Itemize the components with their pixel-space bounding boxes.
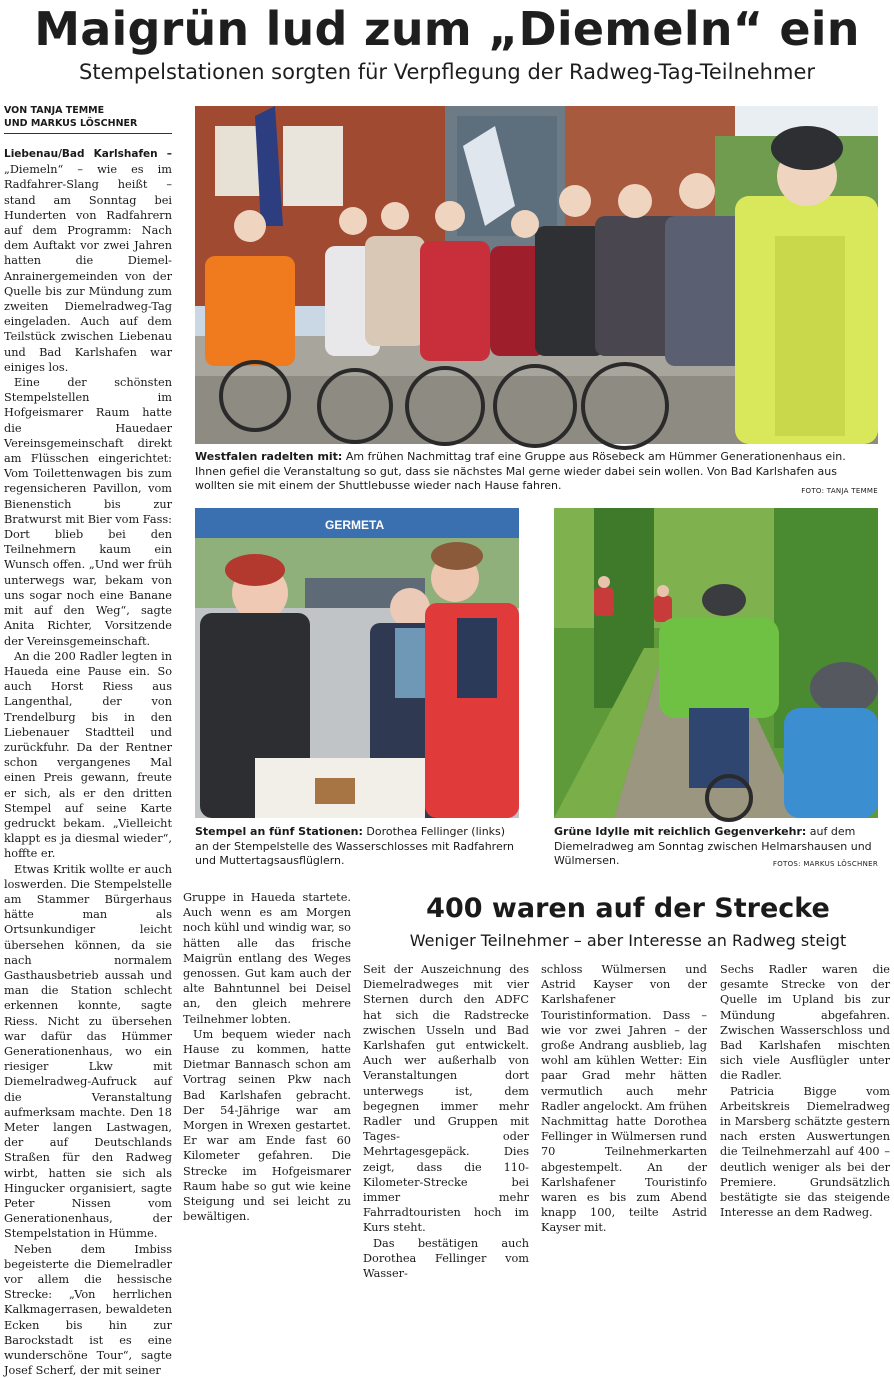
sidebar-headline: 400 waren auf der Strecke	[426, 893, 830, 924]
photo-cyclist-group-image	[195, 106, 878, 444]
photo-green-path-image	[554, 508, 878, 818]
article-column-2	[183, 890, 351, 1224]
banner-text: GERMETA	[325, 518, 385, 532]
sidebar-paragraph: Seit der Auszeichnung des Diemelradweges mit vier Sternen durch den ADFC hat sich die Radstrecke zwischen Usseln und Bad Karlshafen gut entwickelt. Auch wer außerhalb von Veranstaltungen dort unterwegs ist, dem begegnen immer mehr Radler und Gruppen mit Tages- oder Mehrtagesgepäck. Dies zeigt, dass die 110- Kilometer-Strecke bei immer mehr Fahrradtouristen hoch im Kurs steht.	[363, 963, 529, 1235]
sidebar-subheadline: Weniger Teilnehmer – aber Interesse an Radweg steigt	[409, 931, 847, 950]
caption-top-photo-bold: Westfalen radelten mit:	[195, 450, 343, 463]
sidebar-paragraph: Das bestätigen auch Dorothea Fellinger vom Wasser-	[363, 1236, 529, 1281]
article-paragraph: Liebenau/Bad Karlshafen – „Diemeln“ – wie es im Radfahrer-Slang heißt – stand am Sonntag bei Hunderten von Radfahrern auf dem Programm: Nach dem Auftakt vor zwei Jahren hatten die Diemel-Anrainergemeinden von der Quelle bis zur Mündung zum zweiten Diemelradweg-Tag eingeladen. Auch auf dem Teilstück zwischen Liebenau und Bad Karlshafen war einiges los.	[4, 148, 172, 374]
photo-credit-top: FOTO: TANJA TEMME	[801, 487, 878, 495]
photo-stamp-station	[195, 508, 519, 818]
caption-stamp-station-text: Dorothea Fellinger (links) an der Stempelstelle des Wasserschlosses mit Radfahrern und Muttertagsausflüglern.	[195, 825, 515, 867]
caption-stamp-station	[195, 825, 519, 871]
byline-author-2: UND MARKUS LÖSCHNER	[4, 118, 138, 129]
byline	[4, 104, 172, 134]
caption-stamp-station-bold: Stempel an fünf Stationen:	[195, 825, 363, 838]
lead-location: Liebenau/Bad Karlshafen –	[4, 148, 172, 160]
subheadline: Stempelstationen sorgten für Verpflegung der Radweg-Tag-Teilnehmer	[78, 60, 815, 84]
byline-author-1: VON TANJA TEMME	[4, 105, 105, 116]
sidebar-paragraph: Sechs Radler waren die gesamte Strecke von der Quelle im Upland bis zur Mündung abgefahren. Zwischen Wasserschloss und Bad Karlshafen mischten sich viele Ausflügler unter die Radler.	[720, 963, 890, 1083]
sidebar-paragraph: schloss Wülmersen und Astrid Kayser von der Karlshafener Touristinformation. Dass – wie vor zwei Jahren – der große Andrang ausblieb, lag wohl am kühlen Wetter: Ein paar Grad mehr hätten vermutlich auch mehr Radler angelockt. Am frühen Nachmittag hatte Dorothea Fellinger in Wülmersen rund 70 Teilnehmerkarten abgestempelt. An der Karlshafener Touristinfo waren es bis zum Abend knapp 100, teilte Astrid Kayser mit.	[541, 963, 707, 1235]
photo-credit-bottom: FOTOS: MARKUS LÖSCHNER	[772, 860, 878, 868]
article-column-1	[4, 146, 172, 1378]
photo-green-path	[554, 508, 878, 818]
caption-green-path-text: auf dem Diemelradweg am Sonntag zwischen Helmarshausen und Wülmersen.	[554, 825, 872, 867]
sidebar-column-1	[363, 962, 529, 1281]
article-paragraph: Etwas Kritik wollte er auch loswerden. Die Stempelstelle am Stammer Bürgerhaus hätte man als Ortsunkundiger leicht übersehen können, da sie nach normalem Gasthausbetrieb aussah und man die Station schlecht erkennen konnte, sagte Riess. Nicht zu übersehen war dafür das Hümmer Generationenhaus, wo ein riesiger Lkw mit Diemelradweg-Aufruck auf die Veranstaltung aufmerksam machte. Den 18 Meter langen Lastwagen, der auf Deutschlands Straßen für den Radweg wirbt, hatten sie sich als Hingucker organisiert, sagte Peter Nissen vom Generationenhaus, der Stempelstation in Hümme.	[4, 862, 172, 1241]
sidebar-paragraph: Patricia Bigge vom Arbeitskreis Diemelradweg in Marsberg schätzte gestern nach ersten Auswertungen die Teilnehmerzahl auf 400 – deutlich weniger als bei der Premiere. Grundsätzlich bestätigte sie das steigende Interesse an dem Radweg.	[720, 1084, 890, 1220]
article-paragraph: Um bequem wieder nach Hause zu kommen, hatte Dietmar Bannasch schon am Vortrag seinen Pkw nach Bad Karlshafen gebracht. Der 54-Jährige war am Morgen in Wrexen gestartet. Er war am Ende fast 60 Kilometer gefahren. Die Strecke im Hofgeismarer Raum habe so gut wie keine Steigung und sei leicht zu bewältigen.	[183, 1027, 351, 1224]
article-paragraph: An die 200 Radler legten in Haueda eine Pause ein. So auch Horst Riess aus Langenthal, der von Trendelburg bis in den Liebenauer Stadtteil und zurückfuhr. Da der Rentner schon vergangenes Mal einen Preis gewann, freute er sich, als er den dritten Stempel auf seine Karte gedruckt bekam. „Vielleicht klappt es ja diesmal wieder“, hoffte er.	[4, 649, 172, 861]
sidebar-column-2	[541, 962, 707, 1235]
article-paragraph: Neben dem Imbiss begeisterte die Diemelradler vor allem die hessische Strecke: „Von herrlichen Kalkmagerrasen, bewaldeten Ecken bis hin zur Barockstadt ist es eine wunderschöne Tour“, sagte Josef Scherf, der mit seiner	[4, 1242, 172, 1378]
caption-top-photo-text: Am frühen Nachmittag traf eine Gruppe aus Rösebeck am Hümmer Generationenhaus ein. Ihnen gefiel die Veranstaltung so gut, dass sie nächstes Mal gerne wieder dabei sein wollen. Von Bad Karlshafen aus wollten sie mit einem der Shuttlebusse wieder nach Hause fahren.	[195, 450, 846, 492]
caption-green-path-bold: Grüne Idylle mit reichlich Gegenverkehr:	[554, 825, 807, 838]
photo-cyclist-group	[195, 106, 878, 444]
headline: Maigrün lud zum „Diemeln“ ein	[34, 2, 860, 56]
sidebar-column-3	[720, 962, 890, 1220]
article-paragraph: Eine der schönsten Stempelstellen im Hofgeismarer Raum hatte die Hauedaer Vereinsgemeinschaft direkt am Flüsschen eingerichtet: Vom Toilettenwagen bis zum regensicheren Pavillon, vom Bienenstich bis zur Bratwurst mit Bier vom Fass: Dort blieb bei den Teilnehmern kaum ein Wunsch offen. „Und wer früh unterwegs war, bekam von uns sogar noch eine Banane mit auf den Weg“, sagte Anita Richter, Vorsitzende der Vereinsgemeinschaft.	[4, 376, 172, 648]
photo-stamp-station-image	[195, 508, 519, 818]
article-paragraph: Gruppe in Haueda startete. Auch wenn es am Morgen noch kühl und windig war, so hätten alle das frische Maigrün entlang des Weges genossen. Gut kam auch der alte Bahntunnel bei Deisel an, den gleich mehrere Teilnehmer lobten.	[183, 891, 351, 1026]
